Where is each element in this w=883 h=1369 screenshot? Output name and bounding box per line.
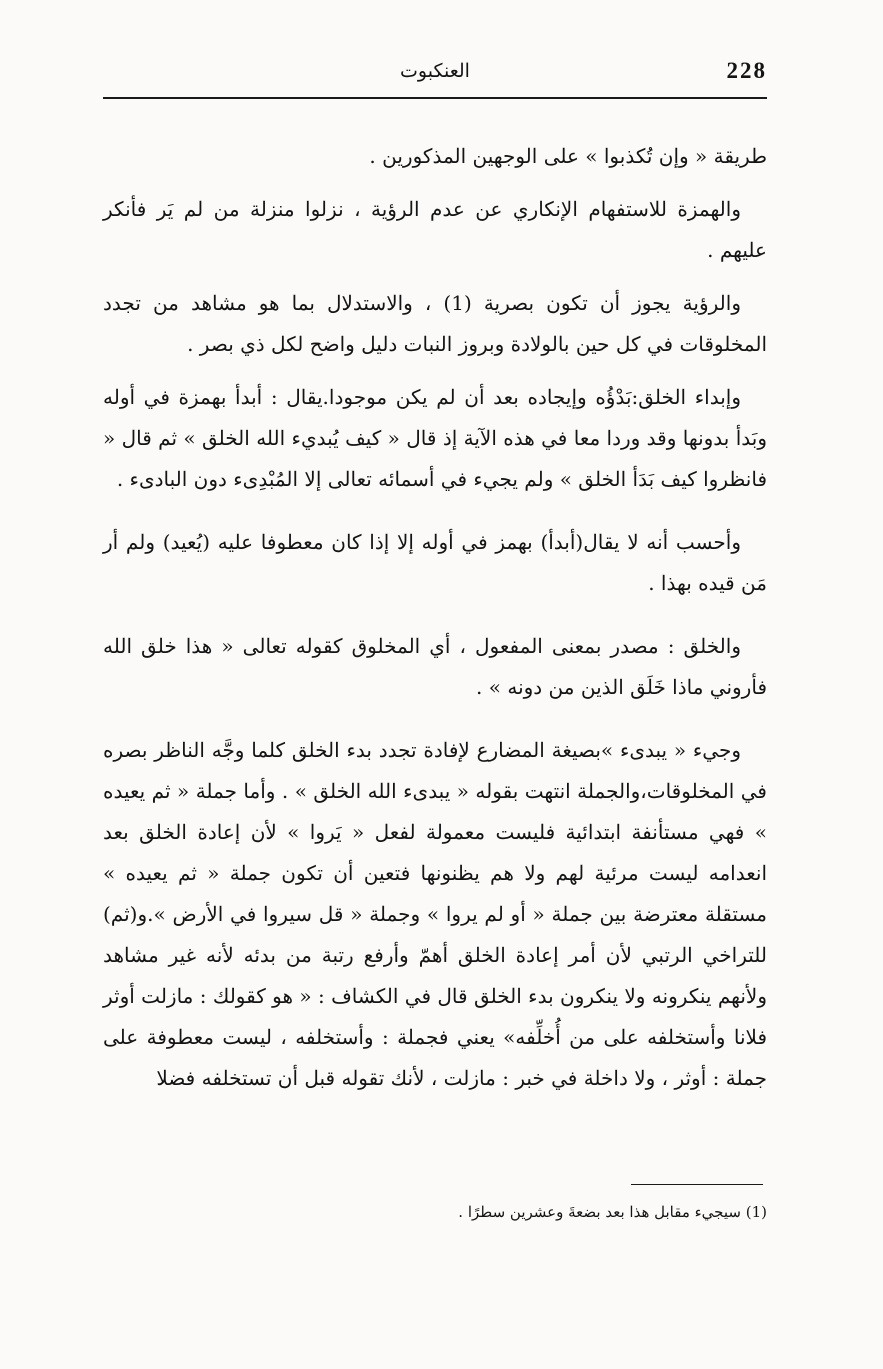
footnote-rule — [631, 1184, 763, 1185]
paragraph: وإبداء الخلق:بَدْؤُه وإيجاده بعد أن لم يكن موجودا.يقال : أبدأ بهمزة في أوله وبَدأ بدونها وقد وردا معا في هذه الآية إذ قال « كيف يُبديء الله الخلق » ثم قال « فانظروا كيف بَدَأ الخلق » ولم يجيء في أسمائه تعالى إلا المُبْدِىء دون البادىء . — [103, 385, 767, 491]
paragraph: والرؤية يجوز أن تكون بصرية (1) ، والاستدلال بما هو مشاهد من تجدد المخلوقات في كل حين بالولادة وبروز النبات دليل واضح لكل ذي بصر . — [103, 291, 767, 356]
page-body — [103, 136, 767, 1099]
paragraph: والخلق : مصدر بمعنى المفعول ، أي المخلوق كقوله تعالى « هذا خلق الله فأروني ماذا خَلَق الذين من دونه » . — [103, 634, 767, 699]
running-title: العنكبوت — [400, 60, 470, 82]
page-number: 228 — [726, 58, 767, 83]
paragraph: والهمزة للاستفهام الإنكاري عن عدم الرؤية ، نزلوا منزلة من لم يَر فأنكر عليهم . — [103, 197, 767, 262]
footnote: (1) سيجيء مقابل هذا بعد بضعةَ وعشرين سطرًا . — [458, 1203, 767, 1221]
page-header — [103, 56, 767, 96]
header-rule — [103, 97, 767, 99]
paragraph: طريقة « وإن تُكذبوا » على الوجهين المذكورين . — [369, 144, 767, 168]
paragraph: وأحسب أنه لا يقال(أبدأ) بهمز في أوله إلا إذا كان معطوفا عليه (يُعيد) ولم أر مَن قيده بهذا . — [103, 530, 767, 595]
paragraph: وجيء « يبدىء »بصيغة المضارع لإفادة تجدد بدء الخلق كلما وجَّه الناظر بصره في المخلوقات،والجملة انتهت بقوله « يبدىء الله الخلق » . وأما جملة « ثم يعيده » فهي مستأنفة ابتدائية فليست معمولة لفعل « يَروا » لأن إعادة الخلق بعد انعدامه ليست مرئية لهم ولا هم يظنونها فتعين أن تكون جملة « ثم يعيده » مستقلة معترضة بين جملة « أو لم يروا » وجملة « قل سيروا في الأرض ».و(ثم) للتراخي الرتبي لأن أمر إعادة الخلق أهمّ وأرفع رتبة من بدئه لأنه غير مشاهد ولأنهم ينكرونه ولا ينكرون بدء الخلق قال في الكشاف : « هو كقولك : مازلت أوثر فلانا وأستخلفه على من أُخلِّفه» يعني فجملة : وأستخلفه ، ليست معطوفة على جملة : أوثر ، ولا داخلة في خبر : مازلت ، لأنك تقوله قبل أن تستخلفه فضلا — [103, 738, 767, 1090]
